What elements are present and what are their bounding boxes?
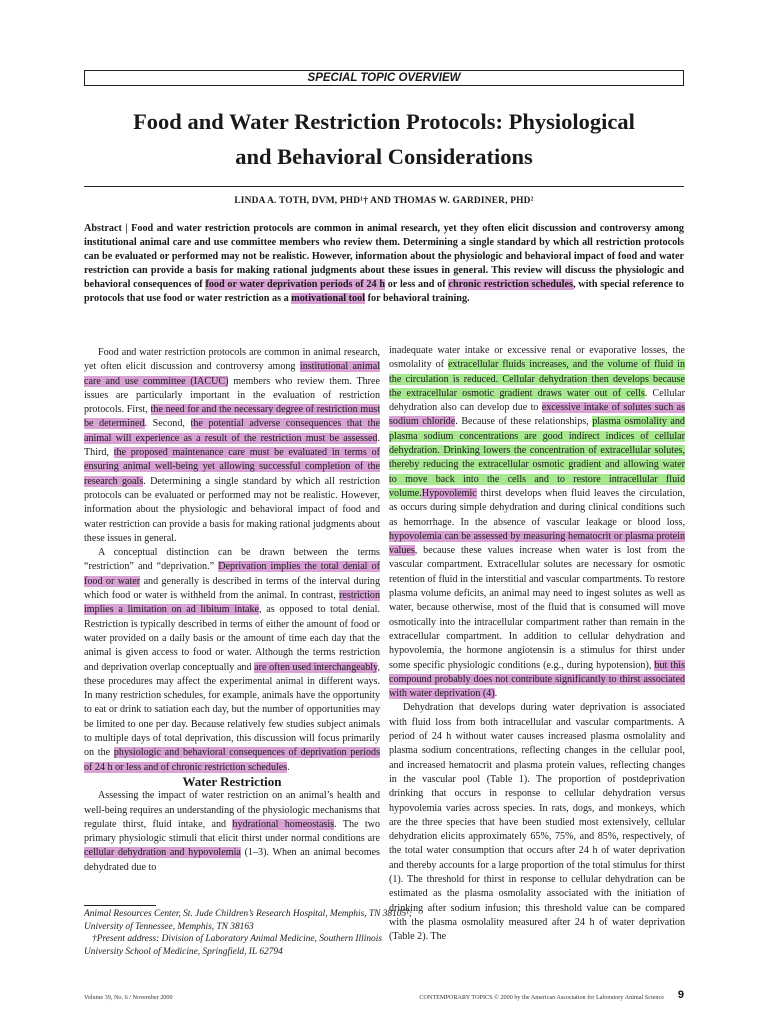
text: , because these values increase when water is lost from the vascular compartment. Extracellular solutes are necessary for osmotic retention of fluid in the interstitial and vascular compartments. To restore plasma volume deficits, an animal may need to ingest solutes as well as water, because otherwise, most of the fluid that is consumed will move osmotically into the intracellular compartment rather than remain in the extracellular compartment. In addition to cellular dehydration and hypovolemia, the hormone angiotensin is a stimulus for thirst under some specific physiologic conditions (e.g., during hypotension), [389,545,685,671]
abstract-text: Abstract | Food and water restriction protocols are common in animal research, yet they often elicit discussion and controversy among institutional animal care and use committee members who review them. Determining a single standard by which all restriction protocols can be evaluated or performed may not be realistic. However, information about the physiologic and behavioral impact of food and water restriction can provide a basis for making rational judgments about these issues in general. This review will discuss the physiologic and behavioral consequences of [84,223,684,291]
highlight: the potential adverse consequences that the animal will experience as a result of the restriction must be assessed [84,418,380,444]
paragraph [84,546,380,775]
text: . Determining a single standard by which all restriction protocols can be evaluated or performed may not be realistic. However, information about the physiologic and behavioral impact of food and water restriction can provide a basis for making rational judgments about these issues in general. [84,475,380,544]
highlight-green: extracellular fluids increases, and the volume of fluid in the circulation is reduced. Cellular dehydration then develops because the extracellular osmotic gradient draws water out of cells [389,359,685,399]
highlight-green: plasma osmolality and plasma sodium concentrations are good indirect indices of cellular dehydration. Drinking lowers the concentration of extracellular solutes, thereby reducing the extracellular osmotic gradient and allowing water to move back into the cells and to restore intracellular fluid volume. [389,416,685,499]
text: . Because of these relationships, [455,416,593,428]
abstract-text: or less and of [385,279,449,291]
right-column [389,344,685,944]
highlight: institutional animal care and use committee (IACUC) [84,361,380,387]
text: inadequate water intake or excessive renal or evaporative losses, the osmolality of [389,345,685,371]
article-title [84,104,684,174]
highlight: hydrational homeostasis [232,818,335,830]
text: members who review them. Three issues are particularly important in the evaluation of restriction protocols. First, [84,375,380,416]
affiliation-line: Animal Resources Center, St. Jude Children’s Research Hospital, Memphis, TN 38105¹; University of Tennessee, Memphis, TN 38163 [84,909,413,932]
title-line-2: and Behavioral Considerations [235,144,533,169]
highlight: the need for and the necessary degree of restriction must be determined [84,404,381,430]
highlight: motivational tool [291,293,366,305]
highlight: excessive intake of solutes such as sodium chloride [389,402,685,428]
text: . Third, [84,432,380,459]
text: . [287,761,290,773]
text: . Second, [144,418,191,430]
text: A conceptual distinction can be drawn between the terms “restriction” and “deprivation.” [84,547,380,573]
highlight: Deprivation implies the total denial of food or water [84,561,380,587]
author-line: LINDA A. TOTH, DVM, PHD¹† AND THOMAS W. GARDINER, PHD² [234,196,534,206]
section-heading: Water Restriction [182,773,282,789]
text: , as opposed to total denial. Restriction is typically described in terms of either the amount of food or water provided on a daily basis or the amount of time each day that the animal is given access to food or water. Although the terms restriction and deprivation overlap conceptually and [84,604,380,673]
affiliations [84,908,414,958]
paragraph [389,344,685,701]
paragraph [84,346,380,546]
text: . [494,688,498,700]
text: (1–3). When an animal becomes dehydrated due to [84,847,380,873]
footnote-rule [84,905,156,906]
title-line-1: Food and Water Restriction Protocols: Physiological [133,109,635,134]
text: and generally is described in terms of the interval during which food or water is withheld from the animal. In contrast, [84,575,380,602]
text: thirst develops when fluid leaves the circulation, as occurs during simple dehydration and during clinical conditions such as hemorrhage. In the absence of vascular leakage or blood loss, [389,487,685,528]
paragraph: Dehydration that develops during water deprivation is associated with fluid loss from both intracellular and vascular compartments. A period of 24 h without water causes increased plasma osmolality and plasma sodium concentrations, reflecting changes in the cellular pool, and increased hematocrit and plasma protein values, reflecting changes in the vascular pool (Table 1). The proportion of postdeprivation drinking that occurs in response to cellular dehydration versus hypovolemia varies across species. In rats, dogs, and monkeys, which are the three species that have been studied most extensively, cellular dehydration elicits approximately 65%, 75%, and 85%, respectively, of the total water consumption that occurs after 24 h of water deprivation and thereby accounts for a large proportion of the total stimulus for thirst (1). The threshold for thirst in response to cellular dehydration can be estimated as the plasma osmolality associated with the initiation of drinking after sodium infusion; this threshold value can be compared with the plasma osmolality measured after 24 h of water deprivation (Table 2). The [389,702,685,943]
section-banner: SPECIAL TOPIC OVERVIEW [84,70,684,86]
affiliation-line: †Present address: Division of Laboratory Animal Medicine, Southern Illinois University School of Medicine, Springfield, IL 62794 [84,934,382,957]
highlight: food or water deprivation periods of 24 h [205,279,386,291]
highlight: restriction implies a limitation on ad libitum intake [84,590,380,616]
highlight: the proposed maintenance care must be evaluated in terms of ensuring animal well-being yet allowing successful completion of the research goals [84,447,380,487]
text: Assessing the impact of water restriction on an animal’s health and well-being requires an understanding of the physiologic mechanisms that regulate thirst, fluid intake, and [84,790,380,830]
issue-info: Volume 39, No. 6 / November 2000 [84,994,173,1001]
highlight: cellular dehydration and hypovolemia [84,847,241,859]
paragraph [84,789,380,875]
left-column [84,346,380,875]
highlight: Hypovolemic [421,487,477,499]
text: . Cellular dehydration also can develop due to [389,387,686,414]
abstract-text: , with special reference to protocols that use food or water restriction as a [84,279,684,305]
highlight: physiologic and behavioral consequences of deprivation periods of 24 h or less and of chronic restriction schedules [84,747,380,773]
text: Food and water restriction protocols are common in animal research, yet often elicit discussion and controversy among [84,347,380,373]
highlight: but this compound probably does not contribute significantly to thirst associated with water deprivation (4) [389,659,685,700]
highlight: hypovolemia can be assessed by measuring hematocrit or plasma protein values [389,530,685,557]
highlight: chronic restriction schedules [448,279,573,291]
text: . The two primary physiologic stimuli that elicit thirst under normal conditions are [84,818,381,845]
page-number: 9 [677,989,684,1001]
highlight: are often used interchangeably [254,661,378,673]
journal-info: CONTEMPORARY TOPICS © 2000 by the American Association for Laboratory Animal Science [419,994,664,1001]
title-rule [84,186,684,187]
abstract [84,222,684,307]
text: , these procedures may affect the experimental animal in different ways. In many restriction schedules, for example, animals have the opportunity to eat or drink to satiation each day, but the number of opportunities may be limited to one per day. Because relatively few studies subject animals to multiple days of total deprivation, this discussion will focus primarily on the [84,661,380,759]
abstract-text: for behavioral training. [365,293,470,305]
